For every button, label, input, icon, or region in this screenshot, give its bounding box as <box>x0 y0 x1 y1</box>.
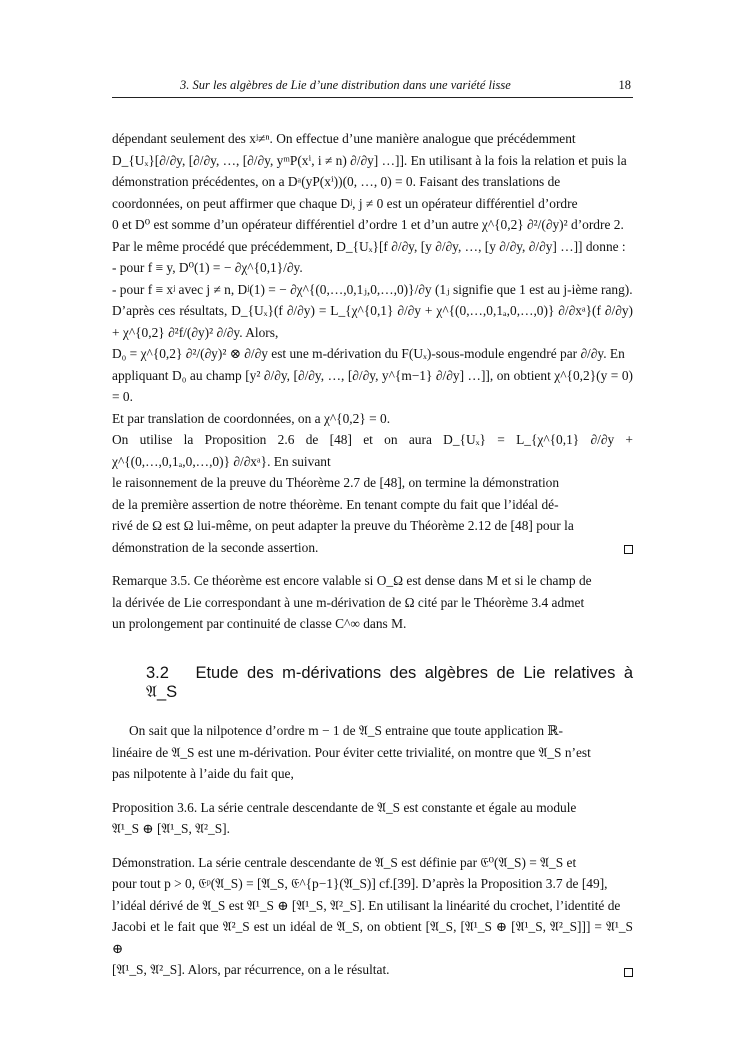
text-line: D_{Uₓ}[∂/∂y, [∂/∂y, …, [∂/∂y, yᵐP(xⁱ, i ≠ n) ∂/∂y] …]]. En utilisant à la fois la relation et puis la <box>112 152 627 168</box>
text-line: Proposition 3.6. La série centrale descendante de 𝔄_S est constante et égale au module <box>112 799 577 815</box>
text-line: pas nilpotente à l’aide du fait que, <box>112 766 294 782</box>
text-line: démonstration précédentes, on a Dᵃ(yP(xⁱ))(0, …, 0) = 0. Faisant des translations de <box>112 174 561 189</box>
text-line: pour tout p > 0, 𝔈ᵖ(𝔄_S) = [𝔄_S, 𝔈^{p−1}(𝔄_S)] cf.[39]. D’après la Proposition 3.7 de [49], <box>112 876 608 892</box>
text-line: coordonnées, on peut affirmer que chaque Dʲ, j ≠ 0 est un opérateur différentiel d’ordre <box>112 195 578 211</box>
qed-square-icon <box>624 968 633 977</box>
text-line: la dérivée de Lie correspondant à une m-dérivation de Ω cité par le Théorème 3.4 admet <box>112 594 585 610</box>
text-line: On sait que la nilpotence d’ordre m − 1 de 𝔄_S entraine que toute application ℝ- <box>129 723 563 739</box>
text-line <box>112 959 633 981</box>
proposition-block <box>112 797 633 840</box>
text-line-content: démonstration de la seconde assertion. <box>112 539 319 555</box>
text-line: dépendant seulement des xʲ≠ⁿ. On effectue d’une manière analogue que précédemment <box>112 131 576 146</box>
text-line: Remarque 3.5. Ce théorème est encore valable si O_Ω est dense dans M et si le champ de <box>112 573 592 588</box>
paragraph-continuation <box>112 128 633 558</box>
text-line: 0 et D⁰ est somme d’un opérateur différentiel d’ordre 1 et d’un autre χ^{0,2} ∂²/(∂y)² d’ordre 2. <box>112 217 624 232</box>
text-line: D₀ = χ^{0,2} ∂²/(∂y)² ⊗ ∂/∂y est une m-dérivation du F(Uₓ)-sous-module engendré par ∂/∂y. En <box>112 346 625 361</box>
text-line: un prolongement par continuité de classe C^∞ dans M. <box>112 616 407 631</box>
section-number: 3.2 <box>146 663 169 682</box>
section-heading <box>146 664 633 704</box>
page-body <box>112 128 633 981</box>
text-line: 𝔄¹_S ⊕ [𝔄¹_S, 𝔄²_S]. <box>112 821 230 837</box>
running-title: 3. Sur les algèbres de Lie d’une distribution dans une variété lisse <box>180 78 511 92</box>
text-line: Jacobi et le fait que 𝔄²_S est un idéal de 𝔄_S, on obtient [𝔄_S, [𝔄¹_S ⊕ [𝔄¹_S, 𝔄²_S]]] = 𝔄¹_S ⊕ <box>112 919 633 956</box>
remark-block <box>112 570 633 635</box>
paragraph <box>112 720 633 785</box>
text-line-content: [𝔄¹_S, 𝔄²_S]. Alors, par récurrence, on a le résultat. <box>112 962 390 978</box>
text-line: D’après ces résultats, D_{Uₓ}(f ∂/∂y) = L_{χ^{0,1} ∂/∂y + χ^{(0,…,0,1ₐ,0,…,0)} ∂/∂xᵃ}(f ∂/∂y) + χ^{0,2} ∂²f/(∂y)² ∂/∂y. Alors, <box>112 303 633 340</box>
text-line: appliquant D₀ au champ [y² ∂/∂y, [∂/∂y, …, [∂/∂y, y^{m−1} ∂/∂y] …]], on obtient χ^{0,2}(y = 0) = 0. <box>112 367 633 404</box>
proof-block <box>112 852 633 981</box>
text-line: linéaire de 𝔄_S est une m-dérivation. Pour éviter cette trivialité, on montre que 𝔄_S n’est <box>112 744 591 760</box>
qed-square-icon <box>624 545 633 554</box>
text-line: le raisonnement de la preuve du Théorème 2.7 de [48], on termine la démonstration <box>112 475 560 490</box>
text-line: - pour f ≡ y, D⁰(1) = − ∂χ^{0,1}/∂y. <box>112 260 303 275</box>
text-line: Par le même procédé que précédemment, D_{Uₓ}[f ∂/∂y, [y ∂/∂y, …, [y ∂/∂y, ∂/∂y] …]] donne : <box>112 238 626 254</box>
text-line: de la première assertion de notre théorème. En tenant compte du fait que l’idéal dé- <box>112 496 559 512</box>
text-line <box>112 537 633 559</box>
text-line: Et par translation de coordonnées, on a χ^{0,2} = 0. <box>112 410 391 426</box>
text-line: On utilise la Proposition 2.6 de [48] et on aura D_{Uₓ} = L_{χ^{0,1} ∂/∂y + χ^{(0,…,0,1ₐ,0,…,0)} ∂/∂xᵃ}. En suivant <box>112 432 633 469</box>
text-line: rivé de Ω est Ω lui-même, on peut adapter la preuve du Théorème 2.12 de [48] pour la <box>112 518 574 533</box>
page <box>112 78 633 981</box>
running-header <box>112 78 633 98</box>
text-line: Démonstration. La série centrale descendante de 𝔄_S est définie par 𝔈⁰(𝔄_S) = 𝔄_S et <box>112 854 577 870</box>
text-line: - pour f ≡ xʲ avec j ≠ n, Dʲ(1) = − ∂χ^{(0,…,0,1ⱼ,0,…,0)}/∂y (1ⱼ signifie que 1 est au j-ième rang). <box>112 281 633 297</box>
page-number: 18 <box>618 78 631 92</box>
text-line: l’idéal dérivé de 𝔄_S est 𝔄¹_S ⊕ [𝔄¹_S, 𝔄²_S]. En utilisant la linéarité du crochet, l’identité de <box>112 897 621 913</box>
section-title: Etude des m-dérivations des algèbres de Lie relatives à 𝔄_S <box>146 663 633 702</box>
